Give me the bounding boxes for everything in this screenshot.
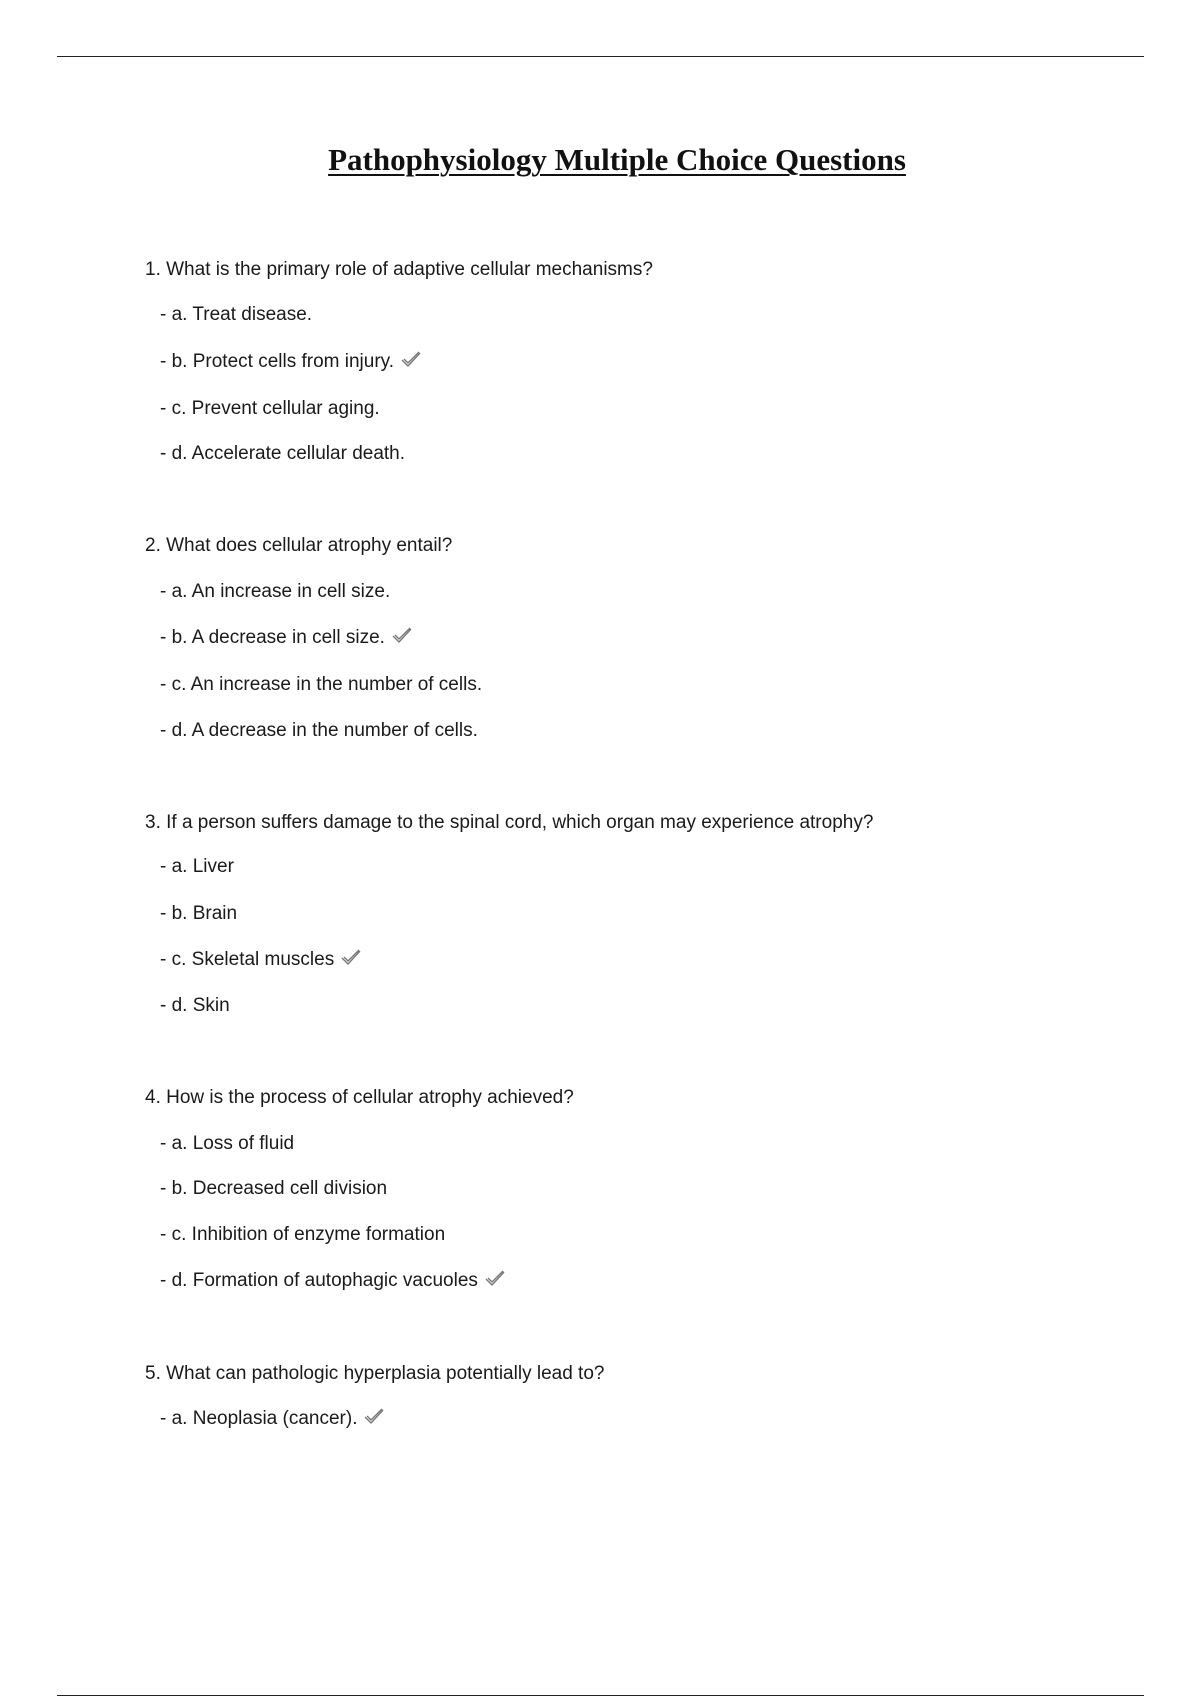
check-mark-icon xyxy=(484,1269,506,1289)
option-label: - c. Prevent cellular aging. xyxy=(160,398,380,419)
bottom-rule xyxy=(57,1695,1144,1696)
question-2-option-d xyxy=(160,719,478,743)
question-1-option-b xyxy=(160,350,422,374)
question-1-option-a xyxy=(160,303,312,327)
question-4-option-a xyxy=(160,1132,294,1156)
question-3: 3. If a person suffers damage to the spinal cord, which organ may experience atrophy? xyxy=(145,812,874,833)
option-label: - c. Inhibition of enzyme formation xyxy=(160,1224,446,1245)
question-5: 5. What can pathologic hyperplasia potentially lead to? xyxy=(145,1363,605,1384)
question-3-option-b xyxy=(160,902,237,926)
option-label: - b. A decrease in cell size. xyxy=(160,627,385,648)
question-2-option-b xyxy=(160,626,413,650)
option-label: - d. Formation of autophagic vacuoles xyxy=(160,1270,478,1291)
option-label: - b. Decreased cell division xyxy=(160,1178,388,1199)
question-2-option-a xyxy=(160,580,390,604)
option-label: - b. Brain xyxy=(160,903,238,924)
question-5-option-a xyxy=(160,1407,385,1431)
question-3-option-d xyxy=(160,994,230,1018)
check-mark-icon xyxy=(400,350,422,370)
question-3-option-a xyxy=(160,855,234,879)
question-4-option-b xyxy=(160,1177,387,1201)
option-label: - a. Liver xyxy=(160,856,234,877)
option-label: - a. Loss of fluid xyxy=(160,1133,295,1154)
question-1: 1. What is the primary role of adaptive cellular mechanisms? xyxy=(145,259,653,280)
question-4-option-c xyxy=(160,1223,445,1247)
question-4: 4. How is the process of cellular atrophy achieved? xyxy=(145,1087,574,1108)
top-rule xyxy=(57,56,1144,57)
check-mark-icon xyxy=(363,1407,385,1427)
option-label: - b. Protect cells from injury. xyxy=(160,351,395,372)
question-3-option-c xyxy=(160,948,362,972)
option-label: - c. Skeletal muscles xyxy=(160,949,335,970)
option-label: - d. Accelerate cellular death. xyxy=(160,443,406,464)
question-1-option-d xyxy=(160,442,405,466)
option-label: - a. An increase in cell size. xyxy=(160,581,391,602)
check-mark-icon xyxy=(391,626,413,646)
check-mark-icon xyxy=(340,948,362,968)
option-label: - d. Skin xyxy=(160,995,230,1016)
option-label: - a. Treat disease. xyxy=(160,304,313,325)
document-title: Pathophysiology Multiple Choice Questions xyxy=(328,142,906,177)
option-label: - c. An increase in the number of cells. xyxy=(160,674,483,695)
option-label: - d. A decrease in the number of cells. xyxy=(160,720,478,741)
option-label: - a. Neoplasia (cancer). xyxy=(160,1408,358,1429)
question-4-option-d xyxy=(160,1269,506,1293)
question-1-option-c xyxy=(160,397,380,421)
question-2-option-c xyxy=(160,673,482,697)
question-2: 2. What does cellular atrophy entail? xyxy=(145,535,453,556)
